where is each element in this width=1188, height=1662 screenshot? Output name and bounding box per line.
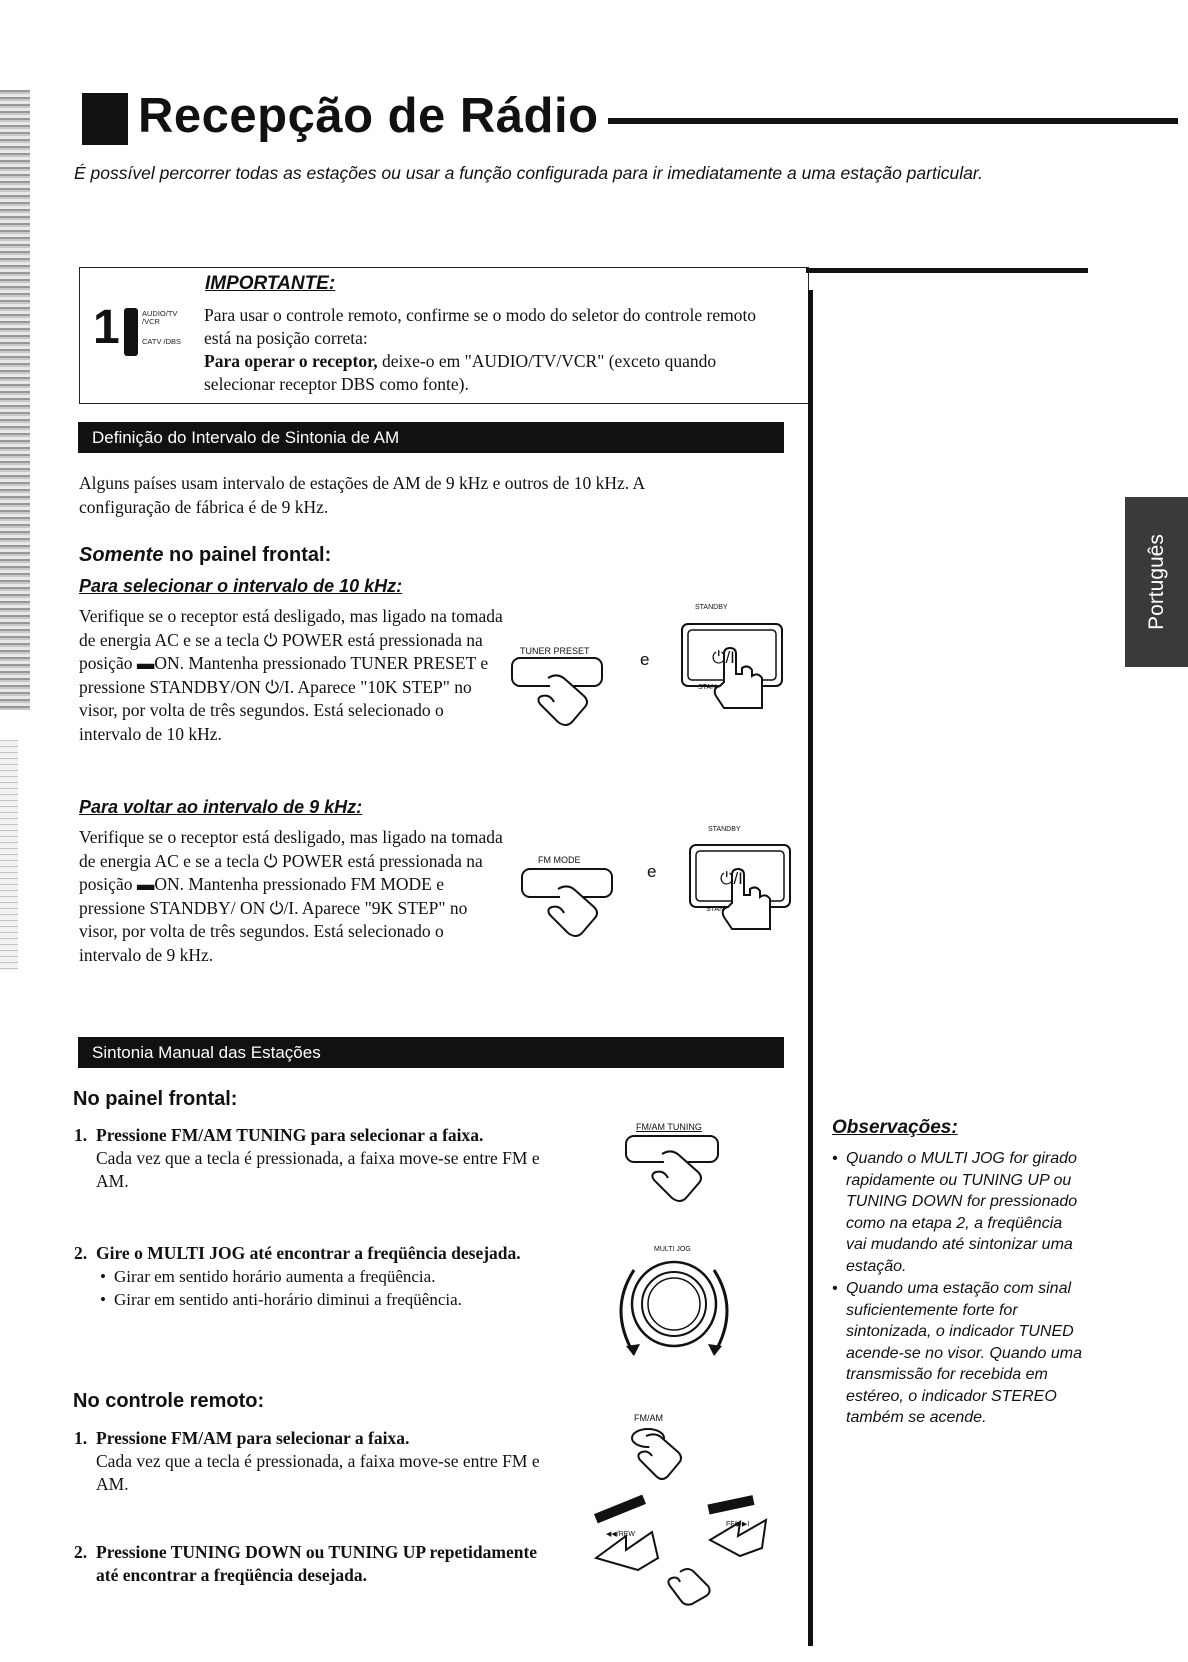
step-1-title: Pressione FM/AM TUNING para selecionar a faixa. xyxy=(96,1125,484,1145)
conjunction-1: e xyxy=(640,650,650,669)
am-intro-text: Alguns países usam intervalo de estações de AM de 9 kHz e outros de 10 kHz. A configuração de fábrica é de 9 kHz. xyxy=(79,473,645,517)
important-line1: Para usar o controle remoto, confirme se o modo do seletor do controle remoto está na posição correta: xyxy=(204,305,757,348)
fm-am-label: FM/AM xyxy=(634,1413,663,1423)
remote-step-1-title: Pressione FM/AM para selecionar a faixa. xyxy=(96,1428,410,1448)
step-number: 1. xyxy=(74,1428,88,1448)
front-panel-word: no painel frontal: xyxy=(163,544,332,566)
step-2-bullet-2: • Girar em sentido anti-horário diminui a freqüência. xyxy=(100,1290,462,1309)
standby-button-icon xyxy=(680,622,790,732)
remote-heading: No controle remoto: xyxy=(73,1390,265,1412)
remote-selector-switch-icon xyxy=(124,308,138,356)
title-marker xyxy=(82,93,128,145)
front-step-1 xyxy=(74,1124,594,1193)
front-step-2 xyxy=(74,1242,594,1311)
fm-am-tuning-label: FM/AM TUNING xyxy=(636,1122,702,1132)
right-column-rule xyxy=(806,268,1088,273)
standby-short-2: STAN xyxy=(706,906,725,913)
page-title: Recepção de Rádio xyxy=(138,89,599,143)
text-9khz: Verifique se o receptor está desligado, mas ligado na tomada de energia AC e se a tecla ⏻ POWER está pressionada na posição ▬ON. Mantenha pressionado FM MODE e pressione STANDBY/ ON ⏻/I. Aparece "9K STEP" no visor, por volta de três segundos. Está selecionado o intervalo de 9 kHz. xyxy=(79,827,503,965)
step-number: 2. xyxy=(74,1243,88,1263)
standby-short-1: STAN xyxy=(698,684,717,691)
tuner-preset-press-icon xyxy=(510,656,610,736)
important-title: IMPORTANTE: xyxy=(205,273,336,294)
sub-heading-9khz: Para voltar ao intervalo de 9 kHz: xyxy=(79,797,363,817)
language-tab xyxy=(1125,497,1188,667)
scan-edge-artifact xyxy=(0,740,18,970)
right-column-divider xyxy=(808,290,813,1646)
important-line2-bold: Para operar o receptor, xyxy=(204,351,378,371)
section-bar-am-interval: Definição do Intervalo de Sintonia de AM xyxy=(78,422,784,453)
fm-mode-label: FM MODE xyxy=(538,855,581,865)
front-panel-heading: No painel frontal: xyxy=(73,1088,238,1110)
step-2-bullet-1: • Girar em sentido horário aumenta a freqüência. xyxy=(100,1267,436,1286)
remote-step-2-title: Pressione TUNING DOWN ou TUNING UP repetidamente até encontrar a freqüência desejada. xyxy=(96,1542,538,1585)
remote-selector-number: 1 xyxy=(93,301,120,354)
remote-step-2 xyxy=(74,1541,594,1587)
step-1-text: Cada vez que a tecla é pressionada, a faixa move-se entre FM e AM. xyxy=(96,1148,540,1191)
text-10khz: Verifique se o receptor está desligado, mas ligado na tomada de energia AC e se a tecla ⏻ POWER está pressionada na posição ▬ON. Mantenha pressionado TUNER PRESET e pressione STANDBY/ON ⏻/I. Aparece "10K STEP" no visor, por volta de três segundos. Está selecionado o intervalo de 10 kHz. xyxy=(79,606,503,744)
selector-label-top: AUDIO/TV /VCR xyxy=(142,309,178,326)
remote-step-1-text: Cada vez que a tecla é pressionada, a faixa move-se entre FM e AM. xyxy=(96,1451,540,1494)
intro-text: É possível percorrer todas as estações ou usar a função configurada para ir imediatamente a uma estação particular. xyxy=(74,163,983,183)
only-word: Somente xyxy=(79,544,164,566)
tuning-up-down-remote-icon xyxy=(590,1496,770,1596)
fm-mode-press-icon xyxy=(520,867,620,947)
title-rule xyxy=(608,118,1178,124)
selector-label-bottom: CATV /DBS xyxy=(142,337,182,346)
notes-list xyxy=(832,1148,1087,1430)
rew-label: ◀◀/REW xyxy=(606,1531,636,1538)
ff-label: FF/▶▶I xyxy=(726,1521,750,1528)
step-2-title: Gire o MULTI JOG até encontrar a freqüência desejada. xyxy=(96,1243,521,1263)
tuner-preset-label: TUNER PRESET xyxy=(520,646,590,656)
standby-button-icon xyxy=(688,843,798,953)
step-number: 1. xyxy=(74,1125,88,1145)
notes-title: Observações: xyxy=(832,1117,958,1138)
sub-heading-10khz: Para selecionar o intervalo de 10 kHz: xyxy=(79,576,403,596)
scan-edge-artifact xyxy=(0,90,30,710)
fm-am-remote-press-icon xyxy=(630,1424,710,1494)
conjunction-2: e xyxy=(647,862,657,881)
important-line2-rest: deixe-o em "AUDIO/TV/VCR" (exceto quando selecionar receptor DBS como fonte). xyxy=(204,351,717,394)
important-text xyxy=(204,304,764,396)
section-bar-manual-tuning: Sintonia Manual das Estações xyxy=(78,1037,784,1068)
bullet-text: Girar em sentido anti-horário diminui a freqüência. xyxy=(114,1290,462,1309)
standby-symbol-2: ⏻/I xyxy=(720,869,743,888)
bullet-text: Girar em sentido horário aumenta a freqüência. xyxy=(114,1267,436,1286)
front-panel-only-heading xyxy=(79,544,331,567)
language-tab-label: Português xyxy=(1144,534,1168,630)
standby-label-2: STANDBY xyxy=(708,826,741,833)
note-item: • Quando o MULTI JOG for girado rapidamente ou TUNING UP ou TUNING DOWN for pressionado como na etapa 2, a freqüência vai mudando até sintonizar uma estação. xyxy=(832,1148,1087,1277)
standby-label-1: STANDBY xyxy=(695,604,728,611)
remote-step-1 xyxy=(74,1427,594,1496)
note-item: • Quando uma estação com sinal suficientemente forte for sintonizada, o indicador TUNED acende-se no visor. Quando uma transmissão for recebida em estéreo, o indicador STEREO também se acende. xyxy=(832,1278,1087,1429)
step-number: 2. xyxy=(74,1542,88,1562)
multi-jog-dial-icon xyxy=(612,1252,762,1362)
multi-jog-label: MULTI JOG xyxy=(654,1246,691,1253)
fm-am-tuning-press-icon xyxy=(624,1134,734,1214)
standby-symbol-1: ⏻/I xyxy=(712,648,735,667)
